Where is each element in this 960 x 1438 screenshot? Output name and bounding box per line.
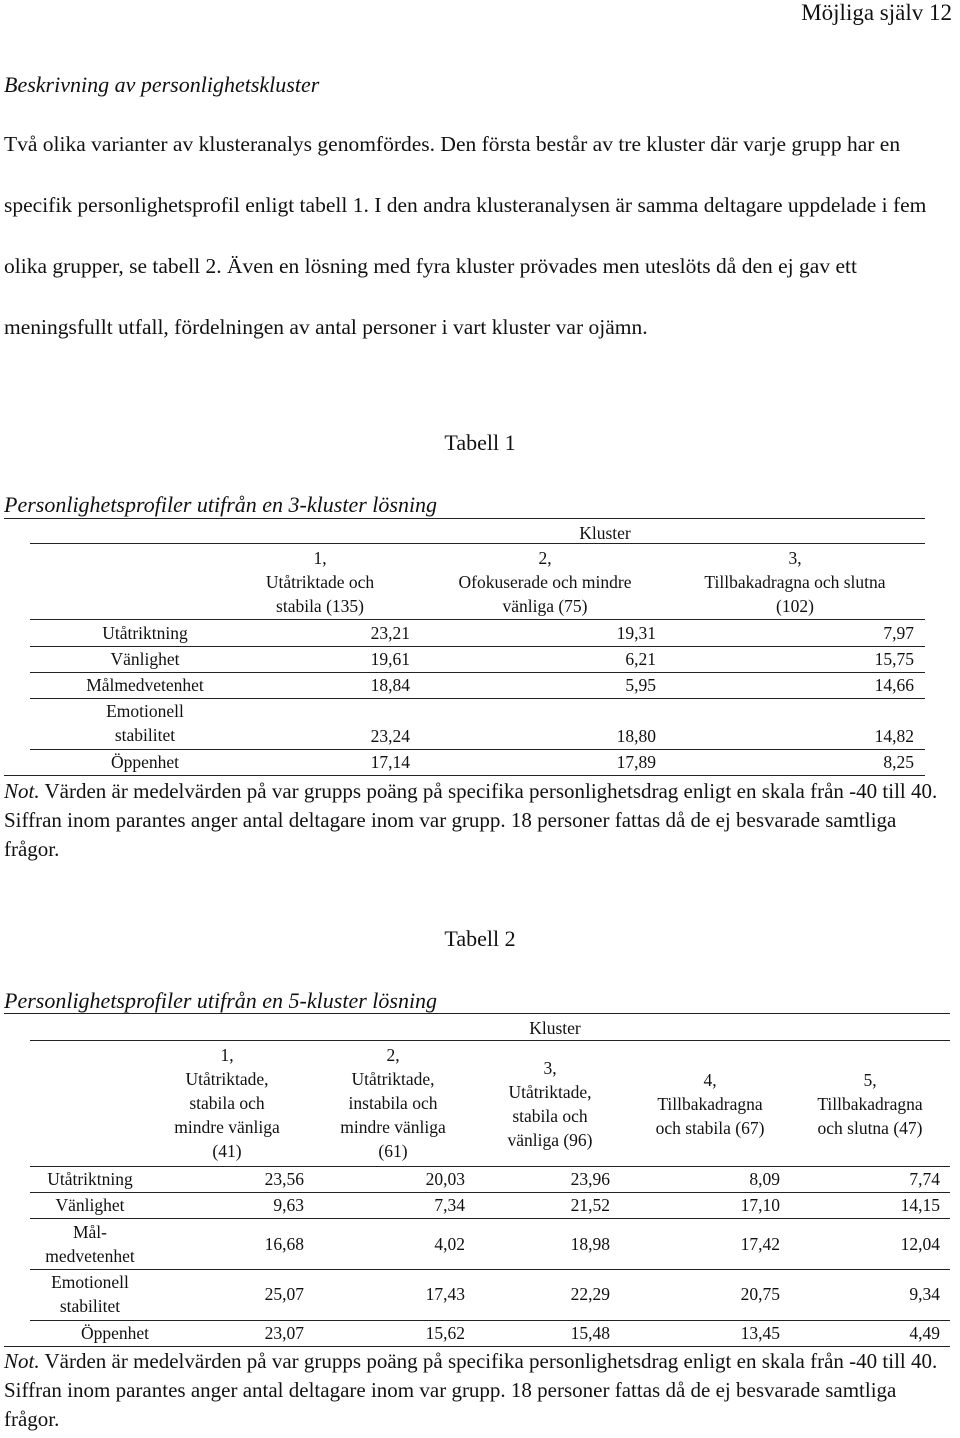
table1-cell: 8,25 [883,752,914,772]
table2-cell: 7,34 [434,1195,465,1215]
table1-group-header: Kluster [579,523,631,543]
table1-row-label: Vänlighet [110,649,180,669]
table2-group-header: Kluster [529,1018,581,1038]
table2-cell: 15,62 [425,1323,465,1343]
table2-col-header: 4, Tillbakadragna och stabila (67) [655,1070,765,1138]
table2-cell: 7,74 [909,1169,940,1189]
table2-col-header: 3, Utåtriktade, stabila och vänliga (96) [507,1058,593,1150]
table1-row-label: Öppenhet [110,752,180,772]
table1-cell: 23,21 [370,623,410,643]
table2-cell: 4,49 [909,1323,940,1343]
table2-col-header: 2, Utåtriktade, instabila och mindre vänliga (61) [340,1045,446,1161]
table2-cell: 17,10 [740,1195,780,1215]
table2-cell: 16,68 [264,1234,304,1254]
table2-cell: 14,15 [900,1195,940,1215]
table2-header-rule [30,1166,950,1167]
table2-cell: 23,96 [570,1169,610,1189]
table1-header-rule [30,619,925,620]
table1-row-label: Utåtriktning [102,623,188,643]
table1-row-label: Målmedvetenhet [86,675,204,695]
table2-cell: 23,56 [264,1169,304,1189]
table1-cell: 18,84 [370,675,410,695]
table2-top-rule [4,1013,950,1014]
table2-cell: 9,34 [909,1284,940,1304]
table2-note [4,1347,944,1434]
body-paragraph: Två olika varianter av klusteranalys genomfördes. Den första består av tre kluster där varje grupp har en specifik personlighetsprofil enligt tabell 1. I den andra klusteranalysen är samma deltagare uppdelade i fem olika grupper, se tabell 2. Även en lösning med fyra kluster prövades men uteslöts då den ej gav ett meningsfullt utfall, fördelningen av antal personer i vart kluster var ojämn. [4,132,927,339]
table1-cell: 18,80 [616,726,656,746]
table2-row-label: Emotionell stabilitet [51,1272,129,1316]
table1-cell: 15,75 [874,649,914,669]
table2-caption: Tabell 2 [444,926,516,951]
table1-cell: 19,31 [616,623,656,643]
table1-bottom-rule [4,775,925,776]
table2-cell: 22,29 [570,1284,610,1304]
table1-cell: 6,21 [625,649,656,669]
table1-col-header: 2, Ofokuserade och mindre vänliga (75) [458,548,632,616]
table2-cell: 13,45 [740,1323,780,1343]
table2-cell: 25,07 [264,1284,304,1304]
table2-cell: 12,04 [900,1234,940,1254]
table1-cell: 23,24 [370,726,410,746]
table2-cell: 21,52 [570,1195,610,1215]
table2-note-lead: Not. [4,1349,40,1373]
table1-cell: 17,14 [370,752,410,772]
table2-row-label: Vänlighet [55,1195,125,1215]
table2-row-label: Utåtriktning [47,1169,133,1189]
table2-cell: 20,03 [425,1169,465,1189]
table2-cell: 4,02 [434,1234,465,1254]
table2-row-label: Öppenhet [80,1323,150,1343]
section-title: Beskrivning av personlighetskluster [4,72,320,97]
table1-note [4,777,944,864]
table1-col-header: 1, Utåtriktade och stabila (135) [265,548,375,616]
table2-row-label: Mål- medvetenhet [45,1222,135,1266]
table1-group-rule [30,543,925,544]
table1-cell: 7,97 [883,623,914,643]
table2-cell: 23,07 [264,1323,304,1343]
table2-cell: 17,42 [740,1234,780,1254]
table2-group-rule [30,1040,950,1041]
table2-cell: 8,09 [749,1169,780,1189]
table1-cell: 19,61 [370,649,410,669]
table2-subtitle: Personlighetsprofiler utifrån en 5-kluster lösning [4,988,438,1013]
table2-cell: 17,43 [425,1284,465,1304]
table1-cell: 14,82 [874,726,914,746]
table2-col-header: 1, Utåtriktade, stabila och mindre vänliga (41) [174,1045,280,1161]
table2-cell: 20,75 [740,1284,780,1304]
table1-col-header: 3, Tillbakadragna och slutna (102) [704,548,886,616]
table1-cell: 17,89 [616,752,656,772]
table1-top-rule [4,518,925,519]
table1-note-text: Värden är medelvärden på var grupps poäng på specifika personlighetsdrag enligt en skala från -40 till 40. Siffran inom parantes anger antal deltagare inom var grupp. 18 personer fattas då de ej besvarade samtliga frågor. [4,779,938,861]
table1-row-label: Emotionell stabilitet [106,701,184,745]
table1-subtitle: Personlighetsprofiler utifrån en 3-kluster lösning [4,492,438,517]
table1-caption: Tabell 1 [444,430,516,455]
table2-row-rule [30,1218,950,1219]
table2-cell: 18,98 [570,1234,610,1254]
table2-col-header: 5, Tillbakadragna och slutna (47) [817,1070,923,1138]
table2-cell: 9,63 [273,1195,304,1215]
table1-note-lead: Not. [4,779,40,803]
table1-cell: 14,66 [874,675,914,695]
table2-note-text: Värden är medelvärden på var grupps poäng på specifika personlighetsdrag enligt en skala från -40 till 40. Siffran inom parantes anger antal deltagare inom var grupp. 18 personer fattas då de ej besvarade samtliga frågor. [4,1349,938,1431]
page-header: Möjliga själv 12 [801,0,952,25]
table2-row-rule [30,1192,950,1193]
table2-row-rule [30,1269,950,1270]
table1-cell: 5,95 [625,675,656,695]
table2-cell: 15,48 [570,1323,610,1343]
